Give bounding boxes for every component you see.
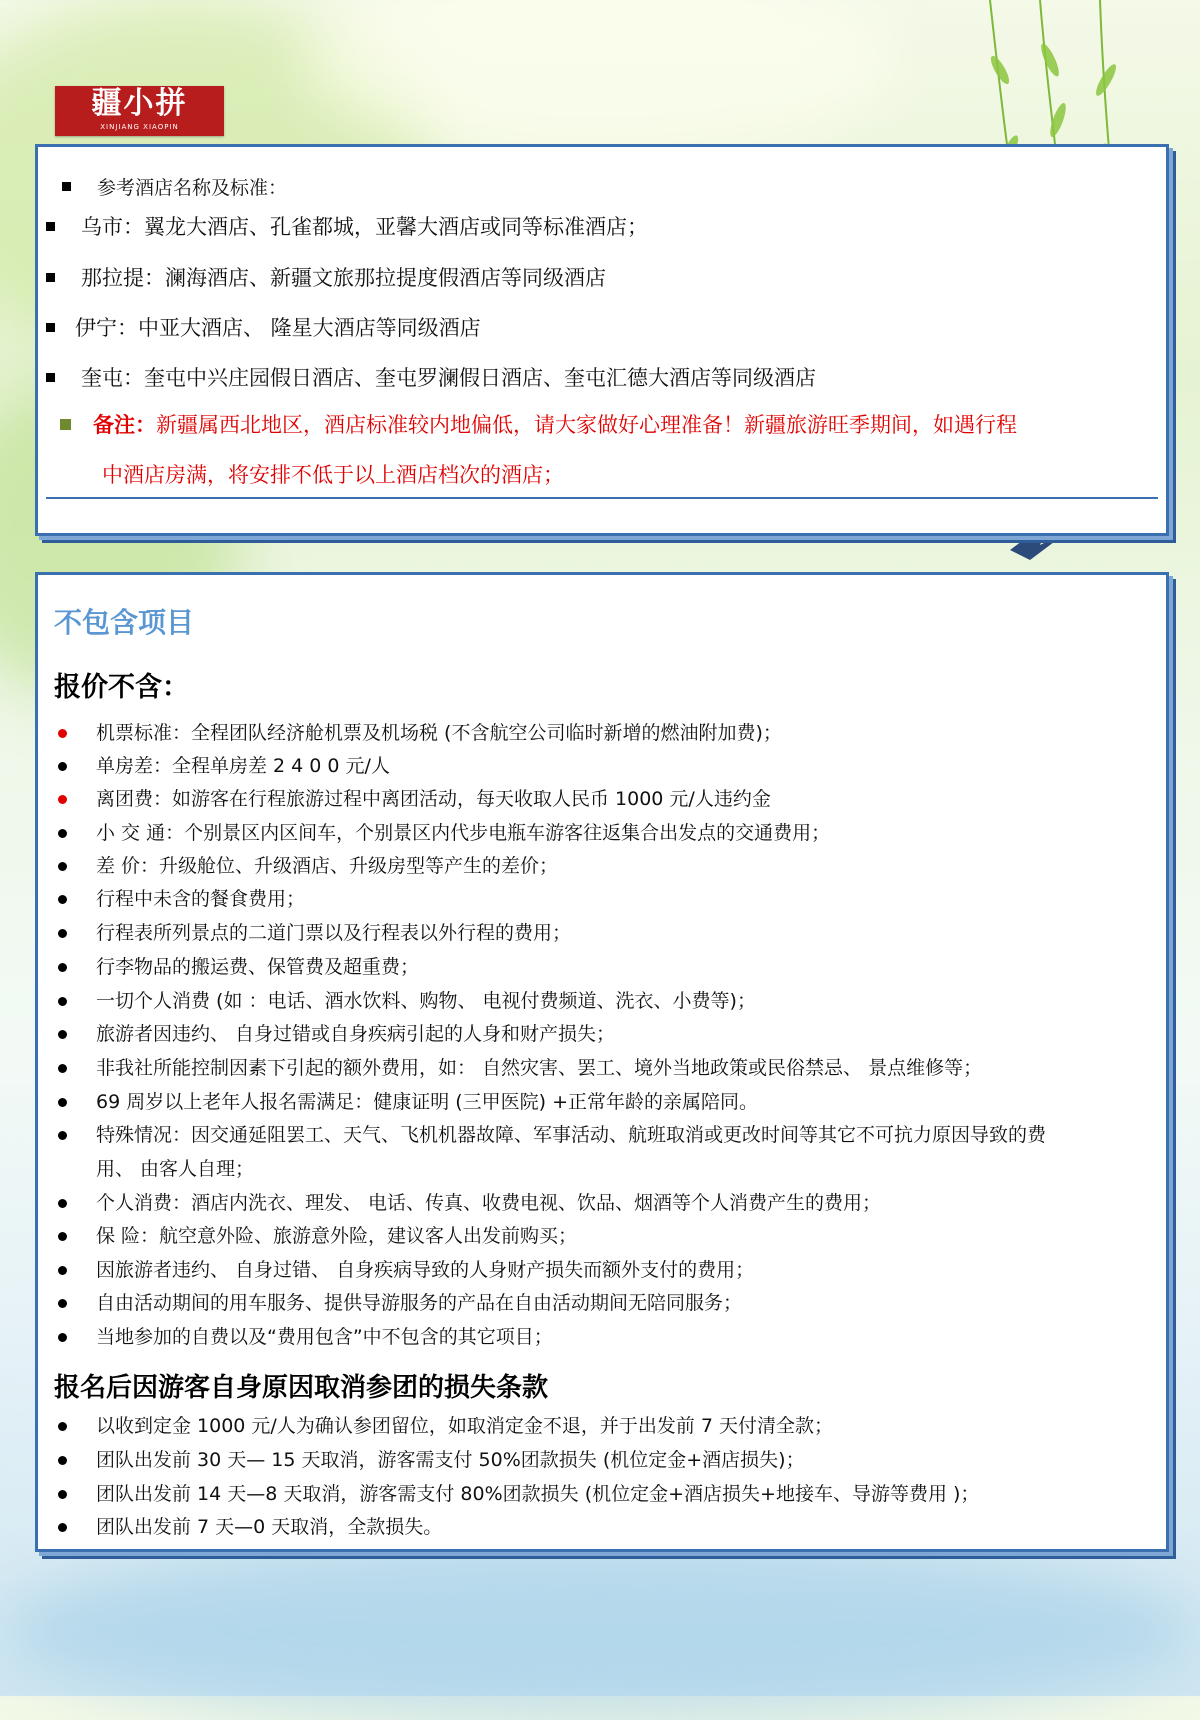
bullet-icon [58,895,67,904]
cancel-item [54,1443,1152,1477]
square-bullet-icon [46,373,55,382]
list-item-text: 个人消费：酒店内洗衣、理发、 电话、传真、收费电视、饮品、烟酒等个人消费产生的费用； [96,1192,882,1214]
list-item-text: 行李物品的搬运费、保管费及超重费； [96,956,420,978]
bullet-icon [58,1199,67,1208]
list-item-text: 单房差：全程单房差 2 4 0 0 元/人 [96,755,390,777]
list-item [54,1219,1152,1253]
list-item [54,882,1152,916]
square-bullet-icon [46,273,55,282]
hotel-standards-panel [35,144,1169,536]
cancel-item [54,1477,1152,1511]
square-bullet-icon [46,222,55,231]
list-item [54,1051,1152,1085]
note-text-line1: 新疆属西北地区，酒店标准较内地偏低，请大家做好心理准备！新疆旅游旺季期间，如遇行程 [156,413,1017,437]
bullet-icon [58,829,67,838]
list-item [54,1286,1152,1320]
bullet-icon [58,1490,67,1499]
divider [46,497,1158,499]
cancellation-heading: 报名后因游客自身原因取消参团的损失条款 [54,1373,549,1403]
list-item-text: 特殊情况：因交通延阻罢工、天气、飞机机器故障、军事活动、航班取消或更改时间等其它不可抗力原因导致的费 [96,1124,1047,1146]
bullet-icon [58,795,67,804]
list-item [54,816,1152,850]
cancel-item-text: 团队出发前 14 天—8 天取消，游客需支付 80%团款损失 (机位定金+酒店损失+地接车、导游等费用 )； [96,1483,980,1505]
bullet-icon [58,997,67,1006]
bullet-icon [58,1333,67,1342]
hotel-item-text: 伊宁：中亚大酒店、 隆星大酒店等同级酒店 [75,316,481,340]
list-item [54,1017,1152,1051]
list-item [54,1253,1152,1287]
list-item-text: 离团费：如游客在行程旅游过程中离团活动，每天收取人民币 1000 元/人违约金 [96,788,771,810]
list-item [54,950,1152,984]
bullet-icon [58,1523,67,1532]
bullet-icon [58,929,67,938]
list-item-text: 行程中未含的餐食费用； [96,888,306,910]
bullet-icon [58,963,67,972]
list-item-text: 保 险：航空意外险、旅游意外险，建议客人出发前购买； [96,1225,578,1247]
list-item [54,1320,1152,1354]
bullet-icon [58,1299,67,1308]
list-item-text: 自由活动期间的用车服务、提供导游服务的产品在自由活动期间无陪同服务； [96,1292,743,1314]
bullet-icon [58,1456,67,1465]
hotel-item [46,362,1146,392]
bullet-icon [58,1098,67,1107]
hotel-item [46,262,1146,292]
hotel-item [46,312,1146,342]
bullet-icon [58,1266,67,1275]
cancel-item [54,1409,1152,1443]
exclusions-panel [35,572,1169,1552]
list-item-continuation [54,1152,1152,1186]
logo-wordmark: 疆小拼 [91,86,188,121]
list-item [54,849,1152,883]
cancel-item [54,1510,1152,1544]
square-bullet-icon [62,182,71,191]
note-label: 备注： [93,413,156,437]
list-item [54,782,1152,816]
note-text-line2: 中酒店房满，将安排不低于以上酒店档次的酒店； [102,463,564,487]
cancel-item-text: 团队出发前 30 天— 15 天取消，游客需支付 50%团款损失 (机位定金+酒店损失)； [96,1449,805,1471]
cancel-item-text: 以收到定金 1000 元/人为确认参团留位，如取消定金不退，并于出发前 7 天付清全款； [96,1415,834,1437]
bullet-icon [58,1422,67,1431]
cancel-item-text: 团队出发前 7 天—0 天取消，全款损失。 [96,1516,443,1538]
list-item [54,1186,1152,1220]
background-glow [0,1540,1200,1720]
list-item [54,1118,1152,1152]
hotel-heading: 参考酒店名称及标准： [97,177,288,199]
brand-logo [55,86,224,136]
bullet-icon [58,729,67,738]
list-item-text: 69 周岁以上老年人报名需满足：健康证明 (三甲医院) +正常年龄的亲属陪同。 [96,1091,759,1113]
list-item-text: 因旅游者违约、 自身过错、 自身疾病导致的人身财产损失而额外支付的费用； [96,1259,755,1281]
list-item [54,716,1152,750]
hotel-note-row [60,409,1146,439]
bullet-icon [58,1232,67,1241]
list-item [54,749,1152,783]
hotel-item [46,211,1146,241]
list-item-text: 机票标准：全程团队经济舱机票及机场税 (不含航空公司临时新增的燃油附加费)； [96,722,782,744]
list-item-text: 当地参加的自费以及“费用包含”中不包含的其它项目； [96,1326,553,1348]
hotel-item-text: 那拉提：澜海酒店、新疆文旅那拉提度假酒店等同级酒店 [81,266,606,290]
section-title: 不包含项目 [54,606,195,639]
list-item-text: 旅游者因违约、 自身过错或自身疾病引起的人身和财产损失； [96,1023,616,1045]
list-item [54,984,1152,1018]
bullet-icon [58,1131,67,1140]
square-bullet-icon [46,323,55,332]
square-bullet-icon [60,419,71,430]
quote-excludes-heading: 报价不含： [54,672,189,703]
hotel-item-text: 奎屯：奎屯中兴庄园假日酒店、奎屯罗澜假日酒店、奎屯汇德大酒店等同级酒店 [81,366,816,390]
hotel-item-text: 乌市：翼龙大酒店、孔雀都城，亚馨大酒店或同等标准酒店； [81,215,648,239]
bullet-icon [58,1030,67,1039]
hotel-heading-row [62,173,1146,200]
list-item-text: 差 价：升级舱位、升级酒店、升级房型等产生的差价； [96,855,559,877]
bullet-icon [58,762,67,771]
logo-subtitle: XINJIANG XIAOPIN [100,123,179,131]
list-item-text: 小 交 通：个别景区内区间车，个别景区内代步电瓶车游客往返集合出发点的交通费用； [96,822,831,844]
list-item-text: 一切个人消费 (如 ：电话、酒水饮料、购物、 电视付费频道、洗衣、小费等)； [96,990,756,1012]
list-item-text: 非我社所能控制因素下引起的额外费用，如： 自然灾害、罢工、境外当地政策或民俗禁忌、 景点维修等； [96,1057,983,1079]
bullet-icon [58,862,67,871]
list-item [54,1085,1152,1119]
bullet-icon [58,1064,67,1073]
list-item-text: 行程表所列景点的二道门票以及行程表以外行程的费用； [96,922,572,944]
list-item-text: 用、 由客人自理； [96,1158,255,1180]
list-item [54,916,1152,950]
